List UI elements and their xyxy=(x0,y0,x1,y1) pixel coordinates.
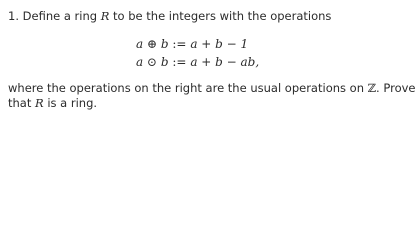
assign-symbol: := xyxy=(172,37,187,51)
equation-odot xyxy=(136,55,259,69)
equation-var-a: a xyxy=(136,55,144,69)
ring-symbol: R xyxy=(35,96,44,110)
assign-symbol: := xyxy=(172,55,187,69)
prove-text: . Prove xyxy=(376,81,415,95)
equation-var-b: b xyxy=(160,55,169,69)
that-text: that xyxy=(8,96,32,110)
where-line xyxy=(8,81,415,95)
problem-statement xyxy=(0,0,415,110)
ring-symbol: R xyxy=(100,9,110,23)
where-text: where the operations on the right are the usual operations on xyxy=(8,81,364,95)
equation-rhs: a + b − 1 xyxy=(190,37,249,51)
odot-operator: ⊙ xyxy=(146,55,158,69)
equation-rhs: a + b − ab, xyxy=(190,55,260,69)
integers-symbol: ℤ xyxy=(367,81,377,95)
equation-var-b: b xyxy=(160,37,169,51)
conclusion-line xyxy=(8,96,97,110)
intro-tail-text: to be the integers with the operations xyxy=(113,9,332,23)
equation-oplus xyxy=(136,37,248,51)
problem-intro-line xyxy=(8,9,331,23)
equation-var-a: a xyxy=(136,37,144,51)
oplus-operator: ⊕ xyxy=(146,37,158,51)
intro-text: Define a ring xyxy=(22,9,98,23)
problem-number: 1. xyxy=(8,9,19,23)
conclusion-text: is a ring. xyxy=(47,96,98,110)
